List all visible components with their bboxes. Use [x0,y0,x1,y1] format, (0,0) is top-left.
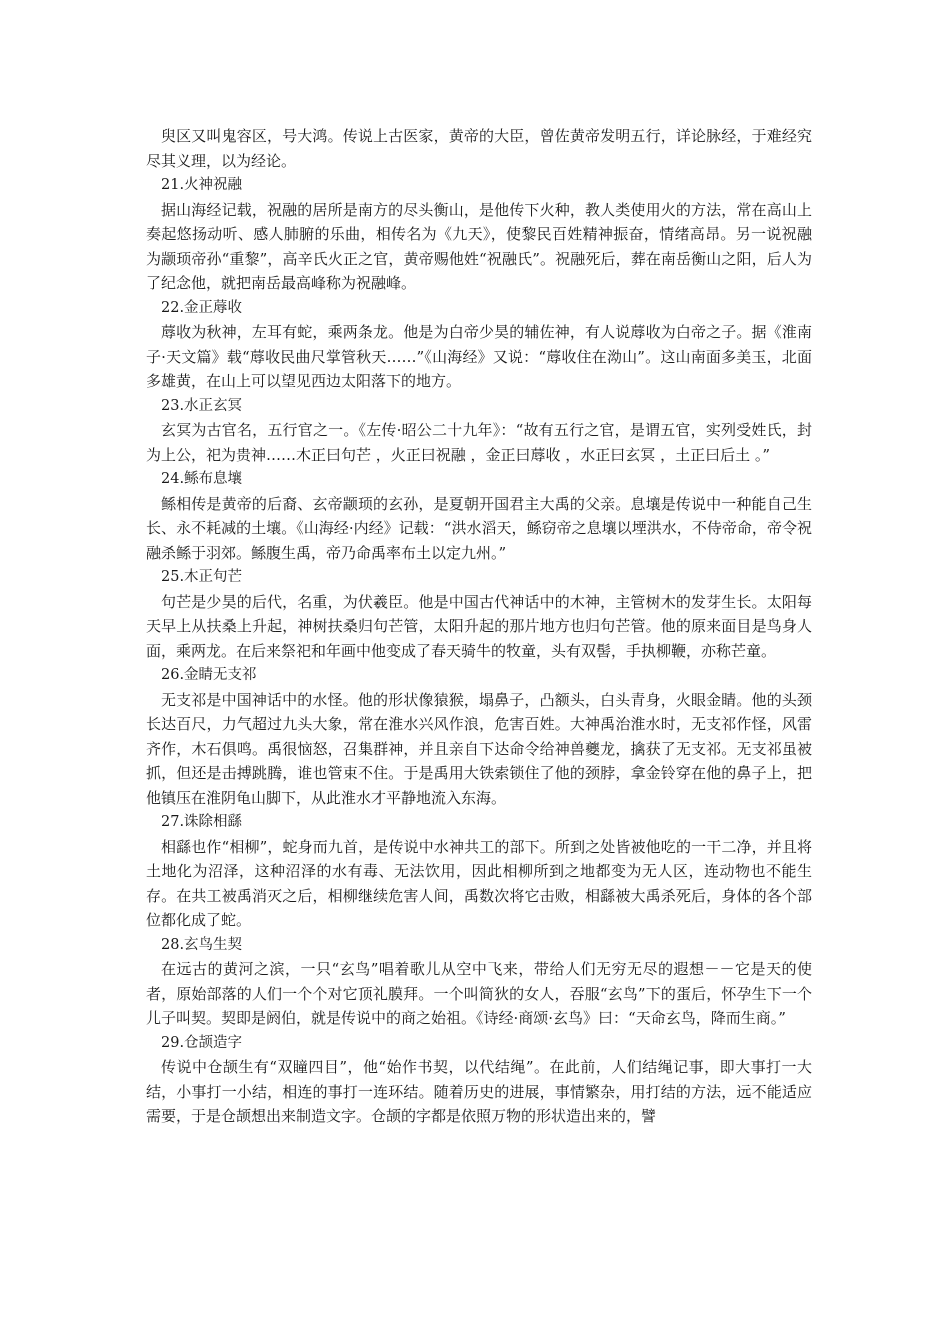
document-page [146,124,812,1129]
paragraph-23: 玄冥为古官名，五行官之一。《左传·昭公二十九年》：“故有五行之官，是谓五官，实列受姓氏，封为上公，祀为贵神……木正曰句芒 ，火正曰祝融 ，金正曰蓐收 ，水正曰玄冥 ，土正曰后土 。” [146,421,812,464]
section-heading-23: 23.水正玄冥 [161,397,243,414]
section-heading-25: 25.木正句芒 [161,569,243,585]
paragraph-26: 无支祁是中国神话中的水怪。他的形状像猿猴，塌鼻子，凸额头，白头青身，火眼金睛。他的头颈长达百尺，力气超过九头大象，常在淮水兴风作浪，危害百姓。大神禹治淮水时，无支祁作怪，风雷齐作，木石俱鸣。禹很恼怒，召集群神，并且亲自下达命令给神兽夔龙，擒获了无支祁。无支祁虽被抓，但还是击搏跳腾，谁也管束不住。于是禹用大铁索锁住了他的颈脖，拿金铃穿在他的鼻子上，把他镇压在淮阴龟山脚下，从此淮水才平静地流入东海。 [146,690,812,807]
section-heading-21: 21.火神祝融 [161,177,243,193]
paragraph-24: 鲧相传是黄帝的后裔、玄帝颛顼的玄孙，是夏朝开国君主大禹的父亲。息壤是传说中一种能自己生长、永不耗减的土壤。《山海经·内经》记载：“洪水滔天，鲧窃帝之息壤以堙洪水，不侍帝命，帝令祝融杀鲧于羽郊。鲧腹生禹，帝乃命禹率布土以定九州。” [146,494,812,562]
section-heading-26: 26.金睛无支祁 [161,667,257,683]
paragraph-intro: 臾区又叫鬼容区，号大鸿。传说上古医家，黄帝的大臣，曾佐黄帝发明五行，详论脉经，于难经究尽其义理，以为经论。 [146,127,812,170]
paragraph-27: 相繇也作“相柳”，蛇身而九首，是传说中水神共工的部下。所到之处皆被他吃的一干二净，并且将土地化为沼泽，这种沼泽的水有毒、无法饮用，因此相柳所到之地都变为无人区，连动物也不能生存。在共工被禹消灭之后，相柳继续危害人间，禹数次将它击败，相繇被大禹杀死后，身体的各个部位都化成了蛇。 [146,837,812,929]
paragraph-28: 在远古的黄河之滨，一只“玄鸟”唱着歌儿从空中飞来，带给人们无穷无尽的遐想－－它是天的使者，原始部落的人们一个个对它顶礼膜拜。一个叫简狄的女人，吞服“玄鸟”下的蛋后，怀孕生下一个儿子叫契。契即是阏伯，就是传说中的商之始祖。《诗经·商颂·玄鸟》曰：“天命玄鸟，降而生商。” [146,960,812,1027]
paragraph-22: 蓐收为秋神，左耳有蛇，乘两条龙。他是为白帝少昊的辅佐神，有人说蓐收为白帝之子。据《淮南子·天文篇》载“蓐收民曲尺掌管秋天……”《山海经》又说：“蓐收住在泑山”。这山南面多美玉，北面多雄黄，在山上可以望见西边太阳落下的地方。 [146,323,812,390]
section-heading-29: 29.仓颉造字 [161,1034,243,1051]
section-heading-28: 28.玄鸟生契 [161,936,243,953]
section-heading-22: 22.金正蓐收 [161,299,243,316]
paragraph-21: 据山海经记载，祝融的居所是南方的尽头衡山，是他传下火种，教人类使用火的方法，常在高山上奏起悠扬动听、感人肺腑的乐曲，相传名为《九天》，使黎民百姓精神振奋，情绪高昂。另一说祝融为颛顼帝孙“重黎”，高辛氏火正之官，黄帝赐他姓“祝融氏”。祝融死后，葬在南岳衡山之阳，后人为了纪念他，就把南岳最高峰称为祝融峰。 [146,200,812,292]
section-heading-24: 24.鲧布息壤 [161,471,243,487]
paragraph-25: 句芒是少昊的后代，名重，为伏羲臣。他是中国古代神话中的木神，主管树木的发芽生长。太阳每天早上从扶桑上升起，神树扶桑归句芒管，太阳升起的那片地方也归句芒管。他的原来面目是鸟身人面，乘两龙。在后来祭祀和年画中他变成了春天骑牛的牧童，头有双髻，手执柳鞭，亦称芒童。 [146,592,812,660]
paragraph-29: 传说中仓颉生有“双瞳四目”，他“始作书契，以代结绳”。在此前，人们结绳记事，即大事打一大结，小事打一小结，相连的事打一连环结。随着历史的进展，事情繁杂，用打结的方法，远不能适应需要，于是仓颉想出来制造文字。仓颉的字都是依照万物的形状造出来的，譬 [146,1058,812,1125]
section-heading-27: 27.诛除相繇 [161,814,243,830]
